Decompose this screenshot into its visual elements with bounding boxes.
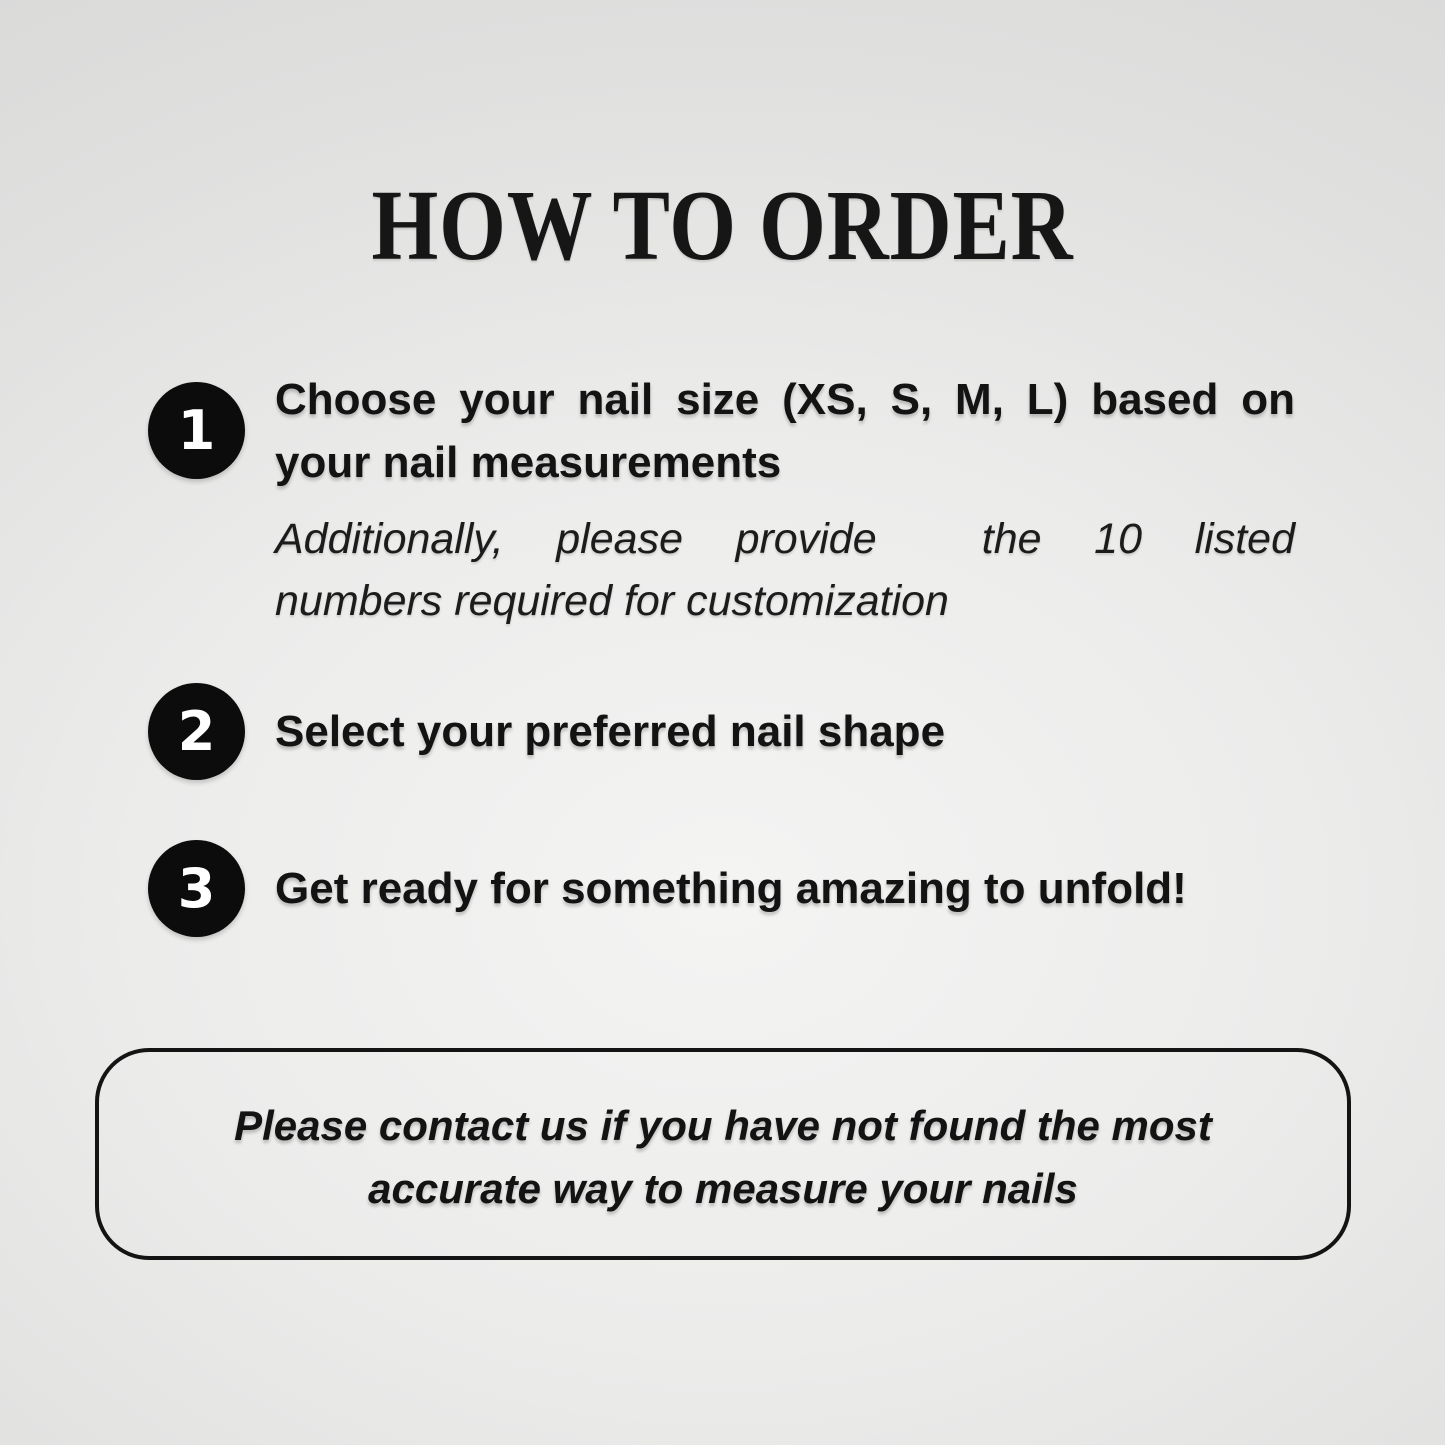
page-title: HOW TO ORDER bbox=[371, 169, 1074, 281]
step-3-number-badge bbox=[148, 840, 245, 937]
step-2-number-badge bbox=[148, 683, 245, 780]
step-2-number: 2 bbox=[177, 700, 216, 763]
step-3-heading: Get ready for something amazing to unfold! bbox=[275, 864, 1187, 913]
step-1-number-badge bbox=[148, 382, 245, 479]
step-1-heading-line-2: your nail measurements bbox=[275, 438, 782, 487]
step-1-note bbox=[275, 508, 1295, 632]
step-1-heading-line-1: Choose your nail size (XS, S, M, L) based on bbox=[275, 375, 1295, 424]
contact-note-box bbox=[95, 1048, 1351, 1260]
step-3-number: 3 bbox=[177, 857, 216, 920]
step-1-heading bbox=[275, 368, 1295, 494]
contact-note-line-2: accurate way to measure your nails bbox=[368, 1165, 1078, 1212]
step-1-note-line-2: numbers required for customization bbox=[275, 577, 949, 625]
step-2-heading: Select your preferred nail shape bbox=[275, 707, 946, 756]
step-1-note-line-1: Additionally, please provide the 10 listed bbox=[275, 515, 1295, 563]
step-1-number: 1 bbox=[177, 399, 216, 462]
contact-note-line-1: Please contact us if you have not found the most bbox=[234, 1102, 1212, 1149]
